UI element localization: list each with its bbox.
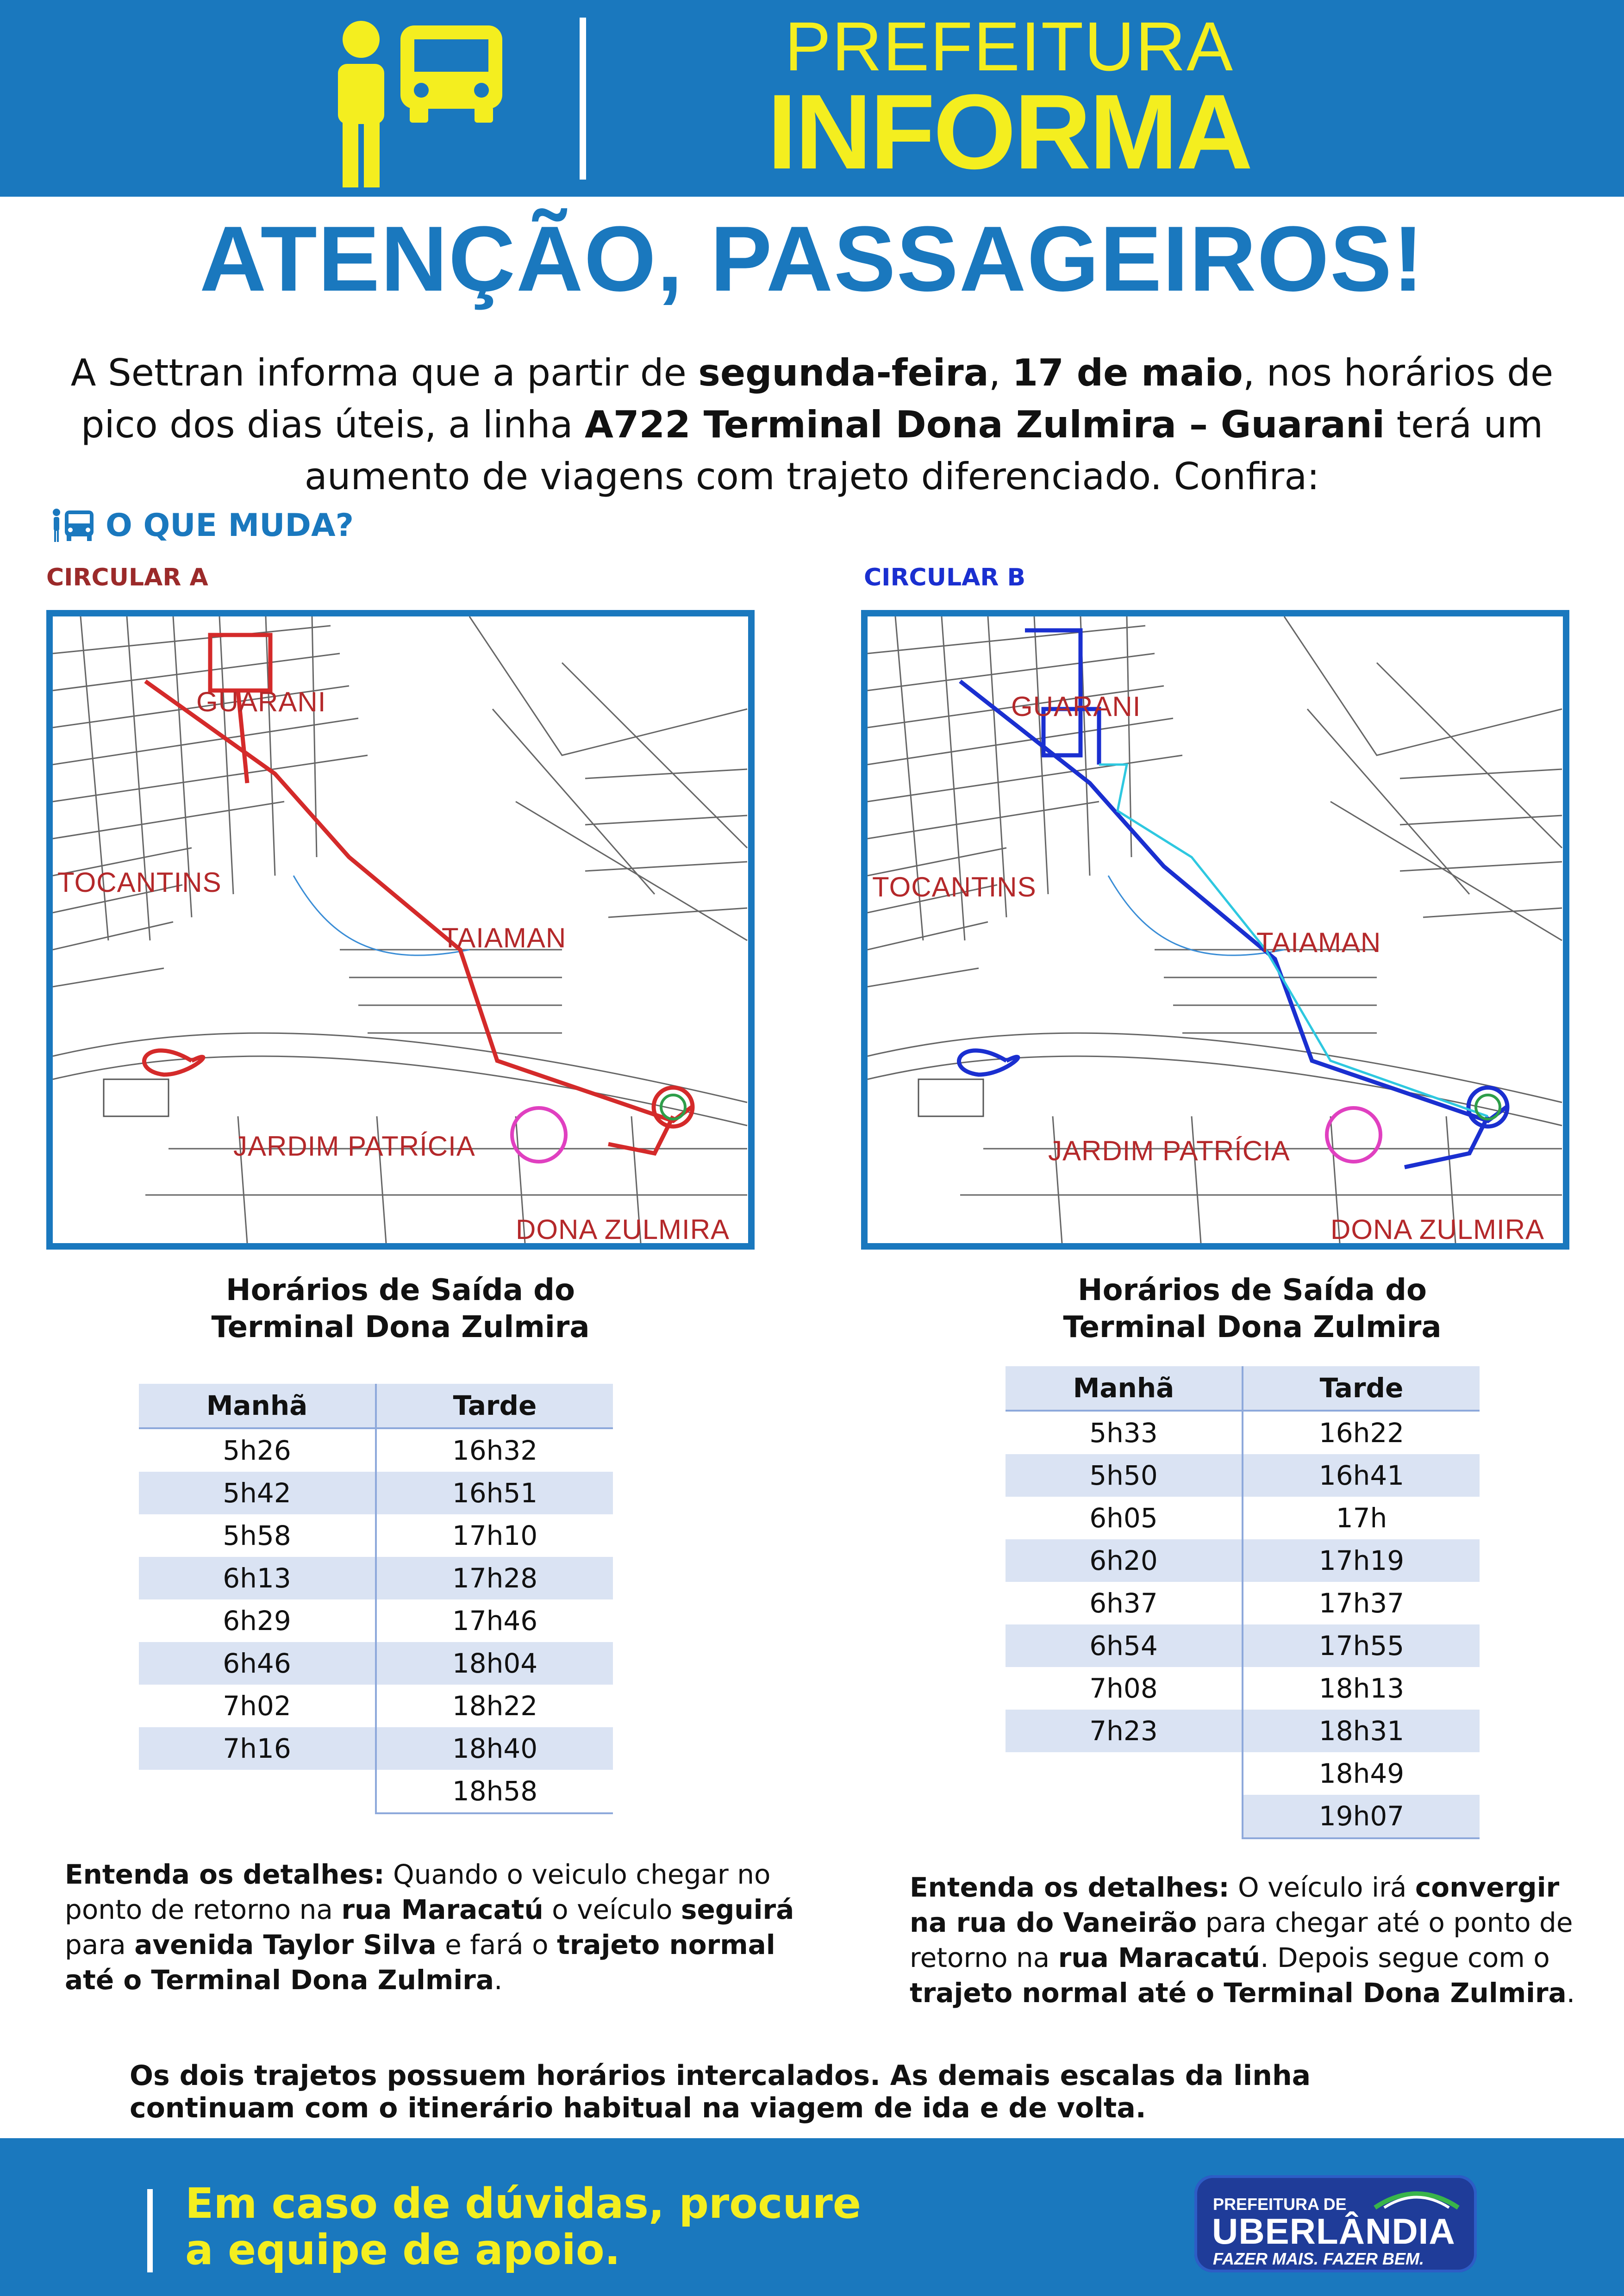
- column-header-manha: Manhã: [1006, 1366, 1243, 1411]
- tarde-cell: 17h55: [1243, 1624, 1480, 1667]
- tarde-cell: 16h41: [1243, 1454, 1480, 1497]
- details-text: .: [493, 1964, 503, 1996]
- table-row: [139, 1727, 613, 1770]
- brand-title-line1: PREFEITURA: [784, 7, 1234, 85]
- logo-line1: PREFEITURA DE: [1213, 2195, 1347, 2214]
- schedule-a-table: [139, 1384, 613, 1814]
- manha-cell: [139, 1770, 376, 1813]
- logo-line3: FAZER MAIS. FAZER BEM.: [1213, 2249, 1424, 2268]
- details-emphasis: trajeto normal até o Terminal Dona Zulmira: [65, 1929, 775, 1996]
- manha-cell: 5h58: [139, 1514, 376, 1557]
- manha-cell: 7h08: [1006, 1667, 1243, 1710]
- manha-cell: 7h23: [1006, 1710, 1243, 1752]
- details-text: e fará o: [436, 1929, 557, 1960]
- circular-a-map: [46, 610, 755, 1250]
- tarde-cell: 18h40: [376, 1727, 613, 1770]
- intro-emphasis: segunda-feira: [698, 351, 989, 394]
- details-emphasis: Entenda os detalhes:: [910, 1872, 1230, 1903]
- table-row: [139, 1599, 613, 1642]
- manha-cell: 7h16: [139, 1727, 376, 1770]
- table-header-row: [1006, 1366, 1480, 1411]
- footer-divider: [147, 2189, 153, 2272]
- header-divider: [580, 18, 586, 180]
- intro-emphasis: A722 Terminal Dona Zulmira – Guarani: [584, 403, 1385, 446]
- details-emphasis: trajeto normal até o Terminal Dona Zulmira: [910, 1977, 1567, 2009]
- table-row: [139, 1685, 613, 1727]
- manha-cell: 6h54: [1006, 1624, 1243, 1667]
- schedule-a-title-line1: Horários de Saída do: [226, 1273, 575, 1307]
- table-row: [1006, 1539, 1480, 1582]
- tarde-cell: 18h22: [452, 1690, 538, 1722]
- intro-emphasis: 17 de maio: [1012, 351, 1243, 394]
- circular-a-label: CIRCULAR A: [46, 564, 208, 591]
- intro-text: terá um aumento de viagens com trajeto diferenciado. Confira:: [304, 403, 1543, 498]
- map-label-guarani: GUARANI: [1011, 691, 1141, 722]
- manha-cell: 6h13: [139, 1557, 376, 1599]
- manha-cell: [1006, 1795, 1243, 1838]
- details-emphasis: rua Maracatú: [341, 1894, 543, 1925]
- table-row: [1006, 1624, 1480, 1667]
- map-label-jardim-patricia: JARDIM PATRÍCIA: [1048, 1135, 1290, 1166]
- column-header-tarde: Tarde: [376, 1384, 613, 1428]
- support-message: [185, 2181, 1065, 2273]
- table-row: [1006, 1411, 1480, 1454]
- details-text: Quando o veiculo chegar no ponto de retorno na: [65, 1859, 771, 1925]
- what-changes-heading: [51, 500, 354, 551]
- details-text: . Depois segue com o: [1260, 1942, 1550, 1973]
- intro-paragraph: [46, 347, 1578, 503]
- schedule-b-title: [991, 1272, 1514, 1346]
- map-label-taiaman: TAIAMAN: [1256, 927, 1381, 958]
- map-label-guarani: GUARANI: [196, 686, 326, 717]
- bus-stop-icon: [51, 508, 97, 543]
- map-label-tocantins: TOCANTINS: [872, 871, 1037, 902]
- details-b-paragraph: [910, 1870, 1595, 2010]
- schedule-a-title-line2: Terminal Dona Zulmira: [211, 1310, 590, 1344]
- manha-cell: [1006, 1752, 1243, 1795]
- table-row: [1006, 1582, 1480, 1624]
- table-row: [1006, 1795, 1480, 1838]
- tarde-cell: 17h10: [452, 1520, 538, 1551]
- tarde-cell: 17h37: [1318, 1587, 1405, 1619]
- details-emphasis: rua Maracatú: [1058, 1942, 1261, 1973]
- manha-cell: 7h02: [139, 1685, 376, 1727]
- city-logo: [1194, 2175, 1477, 2272]
- tarde-cell: 16h32: [452, 1435, 538, 1466]
- map-label-dona-zulmira: DONA ZULMIRA: [516, 1214, 730, 1245]
- circular-b-label: CIRCULAR B: [864, 564, 1026, 591]
- what-changes-label: O QUE MUDA?: [106, 507, 354, 544]
- map-label-taiaman: TAIAMAN: [442, 922, 567, 953]
- schedule-b-table: [1006, 1366, 1480, 1839]
- table-row: [1006, 1454, 1480, 1497]
- tarde-cell: 18h04: [376, 1642, 613, 1685]
- support-message-line1: Em caso de dúvidas, procure: [185, 2179, 861, 2228]
- tarde-cell: 16h22: [1318, 1417, 1405, 1449]
- manha-cell: 5h33: [1006, 1411, 1243, 1454]
- details-text: O veículo irá: [1229, 1872, 1415, 1903]
- map-label-tocantins: TOCANTINS: [57, 867, 222, 898]
- logo-emblem-icon: [1370, 2184, 1463, 2212]
- table-row: [139, 1557, 613, 1599]
- logo-line2: UBERLÂNDIA: [1212, 2211, 1455, 2252]
- table-row: [139, 1428, 613, 1472]
- details-emphasis: Entenda os detalhes:: [65, 1859, 385, 1890]
- tarde-cell: 18h49: [1318, 1758, 1405, 1789]
- circular-b-map: [861, 610, 1569, 1250]
- schedule-a-title: [139, 1272, 662, 1346]
- details-text: o veículo: [543, 1894, 681, 1925]
- page-title: ATENÇÃO, PASSAGEIROS!: [200, 207, 1424, 311]
- table-row: [1006, 1497, 1480, 1539]
- manha-cell: 5h50: [1006, 1454, 1243, 1497]
- tarde-cell: 17h28: [376, 1557, 613, 1599]
- tarde-cell: 17h19: [1243, 1539, 1480, 1582]
- map-label-jardim-patricia: JARDIM PATRÍCIA: [233, 1131, 475, 1162]
- intro-text: ,: [988, 351, 1012, 394]
- map-label-dona-zulmira: DONA ZULMIRA: [1330, 1214, 1545, 1245]
- table-row: [1006, 1752, 1480, 1795]
- details-text: para: [65, 1929, 135, 1960]
- column-header-manha: Manhã: [139, 1384, 376, 1428]
- schedule-b-title-line2: Terminal Dona Zulmira: [1063, 1310, 1442, 1344]
- schedule-b-title-line1: Horários de Saída do: [1078, 1273, 1427, 1307]
- details-text: .: [1566, 1977, 1575, 2009]
- manha-cell: 6h05: [1006, 1497, 1243, 1539]
- footnote: Os dois trajetos possuem horários intercalados. As demais escalas da linha continuam com o itinerário habitual na viagem de ida e de volta.: [130, 2060, 1311, 2124]
- details-emphasis: seguirá: [681, 1894, 794, 1925]
- table-row: [139, 1472, 613, 1514]
- table-header-row: [139, 1384, 613, 1428]
- table-row: [1006, 1667, 1480, 1710]
- table-row: [139, 1514, 613, 1557]
- tarde-cell: 19h07: [1243, 1795, 1480, 1838]
- manha-cell: 5h42: [139, 1472, 376, 1514]
- tarde-cell: 18h13: [1318, 1673, 1405, 1704]
- intro-text: A Settran informa que a partir de: [70, 351, 699, 394]
- table-row: [139, 1642, 613, 1685]
- table-row: [139, 1770, 613, 1813]
- manha-cell: 6h29: [139, 1599, 376, 1642]
- manha-cell: 6h37: [1006, 1582, 1243, 1624]
- manha-cell: 6h46: [139, 1642, 376, 1685]
- brand-title-line2: INFORMA: [767, 72, 1251, 191]
- tarde-cell: 17h46: [452, 1605, 538, 1636]
- table-row: [1006, 1710, 1480, 1752]
- bus-icon: [396, 25, 507, 123]
- tarde-cell: 18h58: [376, 1770, 613, 1813]
- details-a-paragraph: [65, 1857, 815, 1997]
- support-message-line2: a equipe de apoio.: [185, 2226, 620, 2274]
- column-header-tarde: Tarde: [1243, 1366, 1480, 1411]
- intro-text: , nos horários de pico dos dias úteis, a linha: [81, 351, 1554, 446]
- tarde-cell: 18h31: [1243, 1710, 1480, 1752]
- details-emphasis: convergir na rua do Vaneirão: [910, 1872, 1560, 1938]
- details-text: para chegar até o ponto de retorno na: [910, 1907, 1573, 1973]
- manha-cell: 6h20: [1006, 1539, 1243, 1582]
- manha-cell: 5h26: [139, 1428, 376, 1472]
- tarde-cell: 17h: [1336, 1502, 1387, 1534]
- details-emphasis: avenida Taylor Silva: [134, 1929, 437, 1960]
- tarde-cell: 16h51: [376, 1472, 613, 1514]
